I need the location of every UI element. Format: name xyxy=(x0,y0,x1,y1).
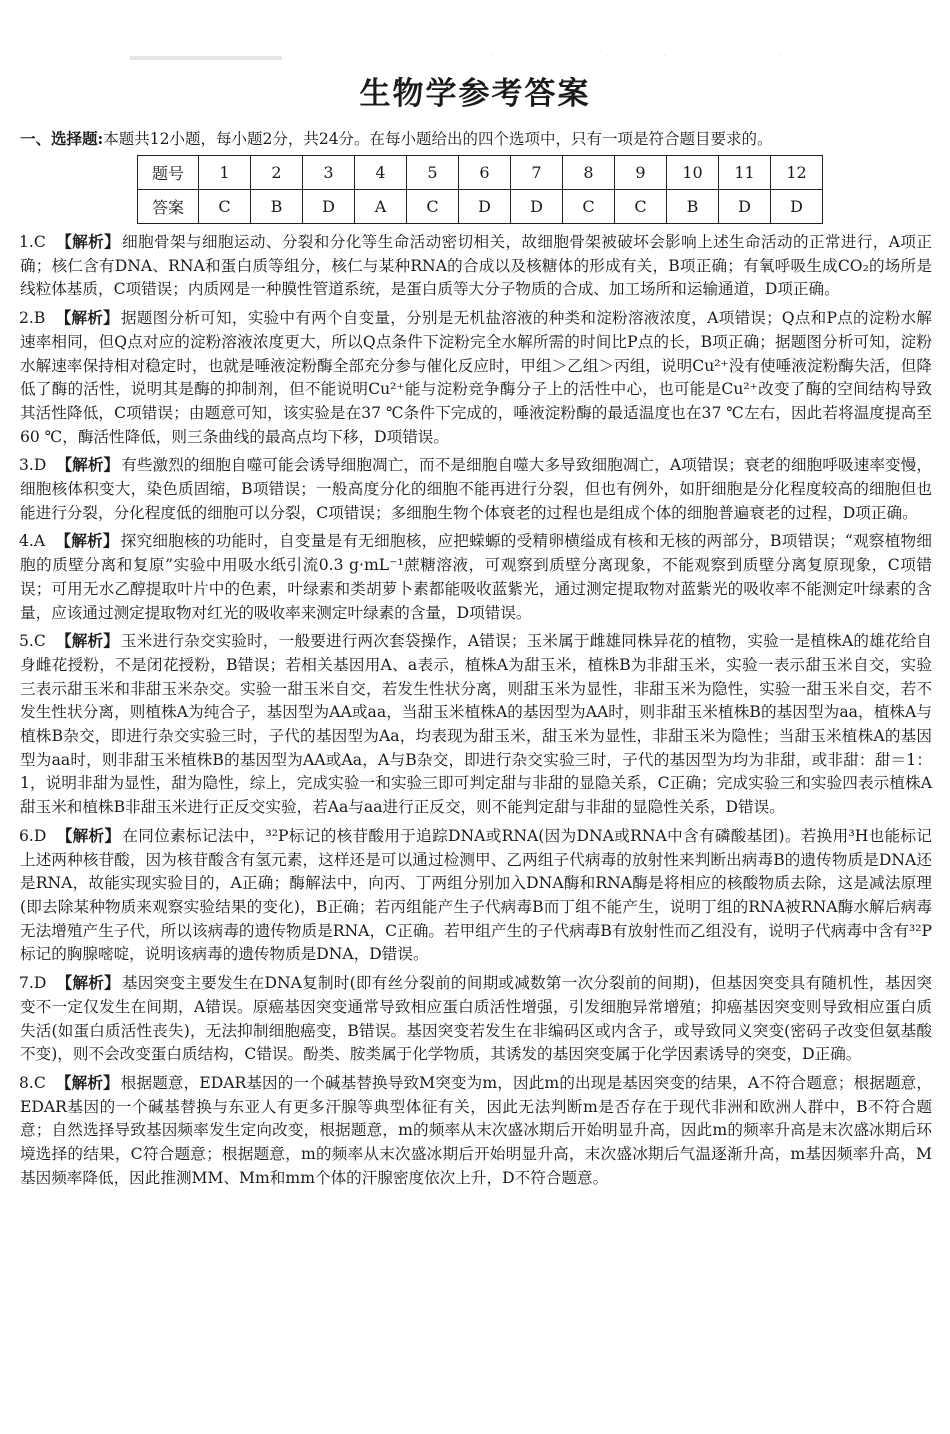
answer-cell: D xyxy=(459,190,511,224)
explanation-list xyxy=(0,230,950,1190)
explanation-item xyxy=(20,230,932,302)
row-label-answer: 答案 xyxy=(138,190,199,224)
explanation-item xyxy=(20,529,932,625)
answer-cell: B xyxy=(251,190,303,224)
item-number: 4.A xyxy=(19,532,46,551)
item-number: 8.C xyxy=(19,1073,46,1092)
answer-cell: C xyxy=(199,190,251,224)
analysis-tag: 【解析】 xyxy=(56,825,121,845)
answer-table-number-row xyxy=(138,156,823,190)
analysis-tag: 【解析】 xyxy=(56,973,120,993)
question-number: 12 xyxy=(771,156,823,190)
header-marks xyxy=(130,52,866,62)
item-text: 根据题意，EDAR基因的一个碱基替换导致M突变为m，因此m的出现是基因突变的结果，A不符合题意；根据题意，EDAR基因的一个碱基替换与东亚人有更多汗腺等典型体征有关，因此无法判断m是否存在于现代非洲和欧洲人群中，B不符合题意；自然选择导致基因频率发生定向改变，根据题意，m的频率从末次盛冰期后开始明显升高，因此m的频率升高是末次盛冰期后环境选择的结果，C符合题意；根据题意，m的频率从末次盛冰期后开始明显升高，末次盛冰期后气温逐渐升高，m基因频率升高，M基因频率降低，因此推测MM、Mm和mm个体的汗腺密度依次上升，D不符合题意。 xyxy=(20,1073,932,1187)
section-heading: 一、选择题:本题共12小题，每小题2分，共24分。在每小题给出的四个选项中，只有一项是符合题目要求的。 xyxy=(20,129,773,148)
question-number: 7 xyxy=(511,156,563,190)
item-number: 7.D xyxy=(19,974,47,993)
answer-table xyxy=(137,155,823,224)
analysis-tag: 【解析】 xyxy=(55,232,121,251)
item-number: 5.C xyxy=(19,632,46,651)
explanation-item xyxy=(20,1071,932,1191)
answer-cell: D xyxy=(771,190,823,224)
question-number: 5 xyxy=(407,156,459,190)
analysis-tag: 【解析】 xyxy=(55,1072,119,1092)
explanation-item xyxy=(20,306,932,449)
explanation-item xyxy=(20,453,932,525)
question-number: 9 xyxy=(615,156,667,190)
answer-cell: D xyxy=(303,190,355,224)
item-number: 1.C xyxy=(19,233,46,251)
answer-table-answer-row xyxy=(138,190,823,224)
item-text: 在同位素标记法中，³²P标记的核苷酸用于追踪DNA或RNA(因为DNA或RNA中含有磷酸基团)。若换用³H也能标记上述两种核苷酸，因为核苷酸含有氢元素，这样还是可以通过检测甲、乙两组子代病毒的放射性来判断出病毒B的遗传物质是DNA还是RNA，故能实现实验目的，A正确；酶解法中，向丙、丁两组分别加入DNA酶和RNA酶是将相应的核酸物质去除，这是减法原理(即去除某种物质来观察实验结果的变化)，B正确；若丙组能产生子代病毒B而丁组不能产生，说明丁组的RNA被RNA酶水解后病毒无法增殖产生子代，所以该病毒的遗传物质是RNA，C正确。若甲组产生的子代病毒B有放射性而乙组没有，说明子代病毒中含有³²P标记的胸腺嘧啶，说明该病毒的遗传物质是DNA，D错误。 xyxy=(20,826,932,964)
question-number: 2 xyxy=(251,156,303,190)
row-label-number: 题号 xyxy=(138,156,199,190)
analysis-tag: 【解析】 xyxy=(56,455,120,475)
section-text: 本题共12小题，每小题2分，共24分。在每小题给出的四个选项中，只有一项是符合题目要求的。 xyxy=(103,130,773,148)
answer-cell: A xyxy=(355,190,407,224)
item-text: 探究细胞核的功能时，自变量是有无细胞核，应把蝾螈的受精卵横缢成有核和无核的两部分，B项错误；“观察植物细胞的质壁分离和复原”实验中用吸水纸引流0.3 g·mL⁻¹蔗糖溶液，可观察到质壁分离现象，不能观察到质壁分离复原现象，C项错误；可用无水乙醇提取叶片中的色素，叶绿素和类胡萝卜素都能吸收蓝紫光，通过测定提取物对蓝紫光的吸收率不能测定叶绿素的含量，应该通过测定提取物对红光的吸收率来测定叶绿素的含量，D项错误。 xyxy=(20,532,932,622)
answer-cell: C xyxy=(563,190,615,224)
question-number: 4 xyxy=(355,156,407,190)
item-text: 细胞骨架与细胞运动、分裂和分化等生命活动密切相关，故细胞骨架被破坏会影响上述生命活动的正常进行，A项正确；核仁含有DNA、RNA和蛋白质等组分，核仁与某种RNA的合成以及核糖体的形成有关，B项正确；有氧呼吸生成CO₂的场所是线粒体基质，C项错误；内质网是一种膜性管道系统，是蛋白质等大分子物质的合成、加工场所和运输通道，D项正确。 xyxy=(20,233,932,299)
analysis-tag: 【解析】 xyxy=(55,631,120,651)
item-text: 据题图分析可知，实验中有两个自变量，分别是无机盐溶液的种类和淀粉溶液浓度，A项错误；Q点和P点的淀粉水解速率相同，但Q点对应的淀粉溶液浓度更大，所以Q点条件下淀粉完全水解所需的时间比P点的长，B项正确；据题图分析可知，淀粉水解速率保持相对稳定时，也就是唾液淀粉酶全部充分参与催化反应时，甲组＞乙组＞丙组，说明Cu²⁺没有使唾液淀粉酶失活，但降低了酶的活性，说明其是酶的抑制剂，但不能说明Cu²⁺能与淀粉竞争酶分子上的活性中心，也可能是Cu²⁺改变了酶的空间结构导致其活性降低，C项错误；由题意可知，该实验是在37 ℃条件下完成的，唾液淀粉酶的最适温度也在37 ℃左右，因此若将温度提高至60 ℃，酶活性降低，则三条曲线的最高点均下移，D项错误。 xyxy=(20,309,932,446)
header-dots: · · · · · · · xyxy=(490,52,866,62)
question-number: 6 xyxy=(459,156,511,190)
answer-cell: C xyxy=(615,190,667,224)
question-number: 3 xyxy=(303,156,355,190)
analysis-tag: 【解析】 xyxy=(55,308,119,328)
item-number: 3.D xyxy=(19,456,47,475)
question-number: 8 xyxy=(563,156,615,190)
item-text: 玉米进行杂交实验时，一般要进行两次套袋操作，A错误；玉米属于雌雄同株异花的植物，实验一是植株A的雄花给自身雌花授粉，不是闭花授粉，B错误；若相关基因用A、a表示，植株A为甜玉米，植株B为非甜玉米，实验一表示甜玉米自交，实验三表示甜玉米和非甜玉米杂交。实验一甜玉米自交，若发生性状分离，则甜玉米为显性，非甜玉米为隐性，实验一甜玉米自交，若不发生性状分离，则植株A为纯合子，基因型为AA或aa，当甜玉米植株A的基因型为AA时，则非甜玉米植株B的基因型为aa，植株A与植株B杂交，即进行杂交实验三时，子代的基因型为Aa，均表现为甜玉米，甜玉米为显性，非甜玉米为隐性；当甜玉米植株A的基因型为aa时，则非甜玉米植株B的基因型为AA或Aa，A与B杂交，即进行杂交实验三时，子代的基因型为均为非甜，或非甜：甜＝1：1，说明非甜为显性，甜为隐性，综上，完成实验一和实验三即可判定甜与非甜的显隐关系，C正确；完成实验三和实验四表示植株A甜玉米和植株B非甜玉米进行正反交实验，若Aa与aa进行正反交，则不能判定甜与非甜的显隐性关系，D错误。 xyxy=(20,632,932,817)
item-text: 基因突变主要发生在DNA复制时(即有丝分裂前的间期或减数第一次分裂前的间期)，但基因突变具有随机性，基因突变不一定仅发生在间期，A错误。原癌基因突变通常导致相应蛋白质活性增强，引发细胞异常增殖；抑癌基因突变则导致相应蛋白质失活(如蛋白质活性丧失)，无法抑制细胞癌变，B错误。基因突变若发生在非编码区或内含子，或导致同义突变(密码子改变但氨基酸不变)，则不会改变蛋白质结构，C错误。酚类、胺类属于化学物质，其诱发的基因突变属于化学因素诱导的突变，D正确。 xyxy=(20,974,932,1064)
header-bar xyxy=(130,56,282,60)
analysis-tag: 【解析】 xyxy=(55,531,119,551)
item-text: 有些激烈的细胞自噬可能会诱导细胞凋亡，而不是细胞自噬大多导致细胞凋亡，A项错误；衰老的细胞呼吸速率变慢，细胞核体积变大，染色质固缩，B项错误；一般高度分化的细胞不能再进行分裂，但也有例外，如肝细胞是分化程度较高的细胞但也能进行分裂，分化程度低的细胞可以分裂，C项错误；多细胞生物个体衰老的过程也是组成个体的细胞普遍衰老的过程，D项正确。 xyxy=(20,456,932,522)
question-number: 1 xyxy=(199,156,251,190)
explanation-item xyxy=(20,629,932,820)
question-number: 10 xyxy=(667,156,719,190)
explanation-item xyxy=(20,824,932,967)
answer-cell: D xyxy=(511,190,563,224)
explanation-item xyxy=(20,971,932,1067)
question-number: 11 xyxy=(719,156,771,190)
item-number: 2.B xyxy=(19,309,46,328)
answer-cell: D xyxy=(719,190,771,224)
item-number: 6.D xyxy=(19,826,47,845)
answer-cell: C xyxy=(407,190,459,224)
section-label: 一、选择题 xyxy=(20,129,98,148)
answer-cell: B xyxy=(667,190,719,224)
page-title: 生物学参考答案 xyxy=(359,76,591,112)
